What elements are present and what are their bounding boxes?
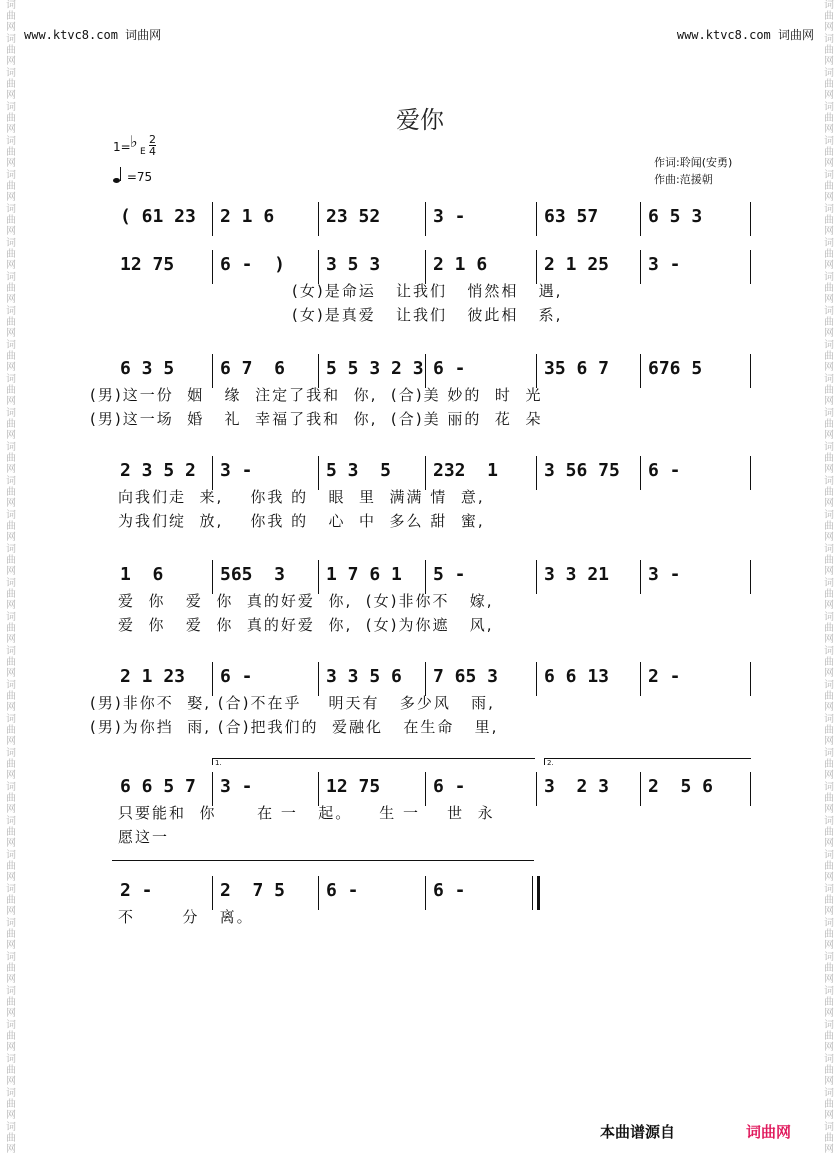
bar-line [318,202,319,236]
bar-line [212,560,213,594]
measure: 6 3 5 [120,358,175,379]
measure: 6 6 13 [544,666,610,687]
bar-line [425,456,426,490]
watermark-glyph: 词 曲 网 [824,714,834,747]
watermark-glyph: 词 曲 网 [824,476,834,509]
bar-line [536,202,537,236]
watermark-glyph: 词 曲 网 [6,1088,16,1121]
watermark-column-left [2,0,20,1169]
measure: 1 6 [120,564,164,585]
bar-line [640,250,641,284]
measure: 6 7 6 [220,358,286,379]
watermark-glyph: 词 曲 网 [6,714,16,747]
measure: 3 - [433,206,466,227]
bar-line [212,202,213,236]
lyric-line: 不 分 离。 [118,908,254,926]
quarter-note-icon [113,178,120,183]
bar-line [318,876,319,910]
bar-line [425,876,426,910]
watermark-glyph: 词 曲 网 [824,442,834,475]
measure: 6 - [433,358,466,379]
watermark-glyph: 词 曲 网 [6,646,16,679]
watermark-glyph: 词 曲 网 [6,306,16,339]
watermark-glyph: 词 曲 网 [6,1054,16,1087]
lyric-line: (女)是命运 让我们 悄然相 遇, [292,282,563,300]
measure: 12 75 [120,254,175,275]
site-url-right[interactable]: www.ktvc8.com 词曲网 [676,28,814,42]
measure: 2 3 5 2 [120,460,196,481]
bar-line [425,560,426,594]
measure: 6 - [433,880,466,901]
bar-line [212,456,213,490]
watermark-glyph: 词 曲 网 [6,102,16,135]
lyric-line: 只要能和 你 在 一 起。 生 一 世 永 [118,804,495,822]
watermark-glyph: 词 曲 网 [6,442,16,475]
bar-line [536,250,537,284]
watermark-glyph: 词 曲 网 [824,136,834,169]
watermark-glyph: 词 曲 网 [824,306,834,339]
measure: 2 1 6 [220,206,275,227]
watermark-glyph: 词 曲 网 [824,748,834,781]
bar-line [318,560,319,594]
measure: 2 1 23 [120,666,186,687]
lyric-line: (男)非你不 娶, (合)不在乎 明天有 多少风 雨, [90,694,495,712]
measure: 2 7 5 [220,880,286,901]
site-url-left[interactable]: www.ktvc8.com 词曲网 [24,28,162,42]
lyric-line: 为我们绽 放, 你我 的 心 中 多么 甜 蜜, [118,512,485,530]
watermark-glyph: 词 曲 网 [824,510,834,543]
bar-line [640,772,641,806]
watermark-glyph: 词 曲 网 [824,1122,834,1155]
measure: 6 - ) [220,254,286,275]
lyric-line: (女)是真爱 让我们 彼此相 系, [292,306,563,324]
bar-line [318,662,319,696]
watermark-glyph: 词 曲 网 [6,1020,16,1053]
measure: 2 - [648,666,681,687]
bar-line [750,202,751,236]
measure: 6 - [648,460,681,481]
measure: 3 - [648,254,681,275]
watermark-glyph: 词 曲 网 [824,680,834,713]
watermark-glyph: 词 曲 网 [824,272,834,305]
watermark-column-right [820,0,838,1169]
watermark-glyph: 词 曲 网 [824,408,834,441]
watermark-glyph: 词 曲 网 [6,816,16,849]
watermark-glyph: 词 曲 网 [6,0,16,33]
watermark-glyph: 词 曲 网 [824,850,834,883]
watermark-glyph: 词 曲 网 [6,884,16,917]
watermark-glyph: 词 曲 网 [824,646,834,679]
measure: 6 5 3 [648,206,703,227]
watermark-glyph: 词 曲 网 [824,952,834,985]
measure: 35 6 7 [544,358,610,379]
lyric-line: 爱 你 爱 你 真的好爱 你, (女)为你遮 风, [118,616,494,634]
key-signature [113,132,156,158]
measure: 1 7 6 1 [326,564,402,585]
time-top: 2 [149,133,156,146]
bar-line [536,662,537,696]
lyric-line: 愿这一 [118,828,170,846]
bar-line [425,772,426,806]
measure: 2 1 25 [544,254,610,275]
tempo-marking [113,170,152,184]
composer: 作曲:范援朝 [654,173,713,186]
watermark-glyph: 词 曲 网 [6,204,16,237]
time-signature [149,134,156,157]
watermark-glyph: 词 曲 网 [824,0,834,33]
measure: 5 5 3 2 3 [326,358,424,379]
watermark-glyph: 词 曲 网 [6,918,16,951]
volta-second-label: 2. [547,759,554,767]
watermark-glyph: 词 曲 网 [6,340,16,373]
watermark-glyph: 词 曲 网 [6,238,16,271]
watermark-glyph: 词 曲 网 [824,34,834,67]
watermark-glyph: 词 曲 网 [6,510,16,543]
bar-line [532,876,540,910]
measure: 2 - [120,880,153,901]
bar-line [318,456,319,490]
footer-site-link[interactable]: 词曲网 [746,1123,792,1141]
watermark-glyph: 词 曲 网 [824,204,834,237]
measure: 3 2 3 [544,776,610,797]
watermark-glyph: 词 曲 网 [6,374,16,407]
watermark-glyph: 词 曲 网 [6,748,16,781]
bar-line [318,772,319,806]
watermark-glyph: 词 曲 网 [6,170,16,203]
measure: 3 - [220,460,253,481]
measure: 6 - [220,666,253,687]
watermark-glyph: 词 曲 网 [6,1122,16,1155]
watermark-glyph: 词 曲 网 [6,476,16,509]
watermark-glyph: 词 曲 网 [6,782,16,815]
bar-line [750,456,751,490]
bar-line [425,662,426,696]
measure: 2 5 6 [648,776,714,797]
time-bottom: 4 [149,145,156,158]
watermark-glyph: 词 曲 网 [824,238,834,271]
bar-line [318,250,319,284]
watermark-glyph: 词 曲 网 [824,986,834,1019]
watermark-glyph: 词 曲 网 [824,1054,834,1087]
footer-source-label: 本曲谱源自 [600,1123,676,1141]
watermark-glyph: 词 曲 网 [824,884,834,917]
volta-line [112,860,534,861]
measure: 3 - [648,564,681,585]
watermark-glyph: 词 曲 网 [6,578,16,611]
watermark-glyph: 词 曲 网 [824,1020,834,1053]
measure: 2 1 6 [433,254,488,275]
watermark-glyph: 词 曲 网 [824,612,834,645]
watermark-glyph: 词 曲 网 [824,374,834,407]
measure: 676 5 [648,358,703,379]
key-prefix: 1= [113,140,131,154]
lyric-line: 向我们走 来, 你我 的 眼 里 满满 情 意, [118,488,485,506]
measure: 23 52 [326,206,381,227]
watermark-glyph: 词 曲 网 [824,68,834,101]
bar-line [425,202,426,236]
bar-line [640,202,641,236]
measure: 6 - [326,880,359,901]
measure: 3 56 75 [544,460,620,481]
bar-line [212,250,213,284]
bar-line [425,250,426,284]
watermark-glyph: 词 曲 网 [6,986,16,1019]
measure: 3 3 21 [544,564,610,585]
watermark-glyph: 词 曲 网 [824,544,834,577]
measure: 3 5 3 [326,254,381,275]
bar-line [750,250,751,284]
bar-line [318,354,319,388]
watermark-glyph: 词 曲 网 [6,544,16,577]
watermark-glyph: 词 曲 网 [824,170,834,203]
lyric-line: (男)这一份 姻 缘 注定了我和 你, (合)美 妙的 时 光 [90,386,543,404]
bar-line [536,354,537,388]
bar-line [750,772,751,806]
measure: 3 - [220,776,253,797]
bar-line [536,456,537,490]
measure: 3 3 5 6 [326,666,402,687]
bar-line [640,662,641,696]
bar-line [640,354,641,388]
watermark-glyph: 词 曲 网 [824,1088,834,1121]
bar-line [212,662,213,696]
watermark-glyph: 词 曲 网 [6,136,16,169]
measure: 63 57 [544,206,599,227]
volta-first [212,758,535,765]
watermark-glyph: 词 曲 网 [6,612,16,645]
bar-line [212,354,213,388]
watermark-glyph: 词 曲 网 [6,408,16,441]
measure: 5 - [433,564,466,585]
watermark-glyph: 词 曲 网 [6,952,16,985]
measure: 232 1 [433,460,499,481]
watermark-glyph: 词 曲 网 [6,272,16,305]
lyric-line: (男)这一场 婚 礼 幸福了我和 你, (合)美 丽的 花 朵 [90,410,543,428]
bar-line [212,772,213,806]
watermark-glyph: 词 曲 网 [824,340,834,373]
flat-symbol: ♭ [130,132,138,151]
bar-line [750,662,751,696]
bar-line [750,560,751,594]
measure: 12 75 [326,776,381,797]
measure: 6 6 5 7 [120,776,196,797]
bar-line [425,354,426,388]
watermark-glyph: 词 曲 网 [824,578,834,611]
bar-line [640,456,641,490]
song-title: 爱你 [396,106,444,134]
measure: 6 - [433,776,466,797]
measure: 5 3 5 [326,460,392,481]
lyricist: 作词:聆闻(安勇) [654,156,733,169]
lyric-line: 爱 你 爱 你 真的好爱 你, (女)非你不 嫁, [118,592,494,610]
watermark-glyph: 词 曲 网 [824,918,834,951]
bar-line [640,560,641,594]
watermark-glyph: 词 曲 网 [6,850,16,883]
volta-first-label: 1. [215,759,222,767]
watermark-glyph: 词 曲 网 [6,68,16,101]
measure: 7 65 3 [433,666,499,687]
watermark-glyph: 词 曲 网 [6,680,16,713]
tempo-value: =75 [126,170,153,184]
bar-line [536,560,537,594]
bar-line [212,876,213,910]
watermark-glyph: 词 曲 网 [824,102,834,135]
watermark-glyph: 词 曲 网 [824,816,834,849]
key-note: E [140,147,146,157]
lyric-line: (男)为你挡 雨, (合)把我们的 爱融化 在生命 里, [90,718,499,736]
volta-second [544,758,751,765]
measure: ( 61 23 [120,206,196,227]
measure: 565 3 [220,564,286,585]
watermark-glyph: 词 曲 网 [6,34,16,67]
bar-line [750,354,751,388]
watermark-glyph: 词 曲 网 [824,782,834,815]
bar-line [536,772,537,806]
